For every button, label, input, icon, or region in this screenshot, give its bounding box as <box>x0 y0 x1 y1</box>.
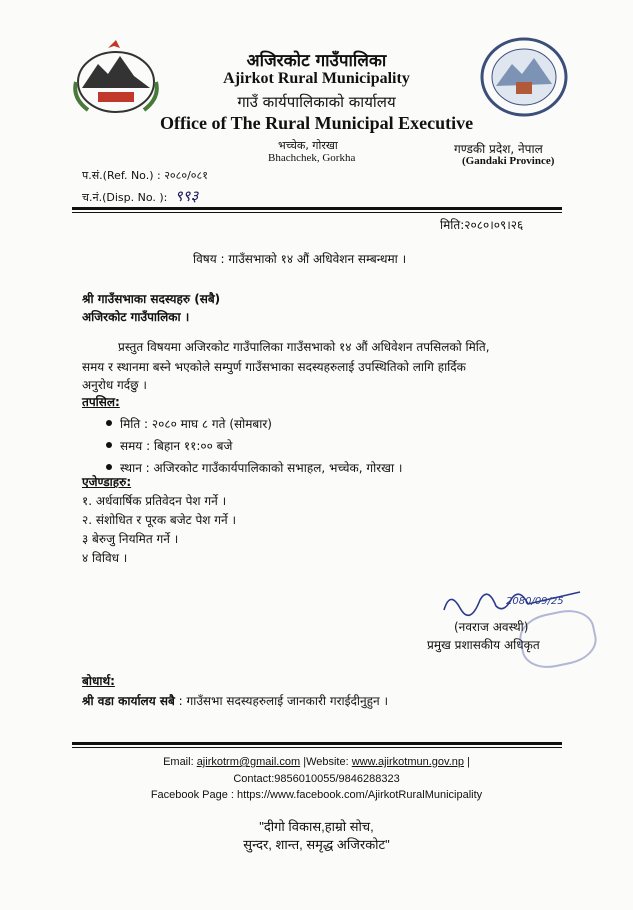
recipient-line-1: श्री गाउँसभाका सदस्यहरु (सबै) <box>82 292 221 306</box>
footer-phone: Contact:9856010055/9846288323 <box>233 773 400 785</box>
agenda-item: ३ बेरुजु नियमित गर्ने । <box>82 532 179 546</box>
agenda-item: १. अर्धवार्षिक प्रतिवेदन पेश गर्ने । <box>82 494 227 508</box>
body-line-2: समय र स्थानमा बस्ने भएकोले सम्पुर्ण गाउँसभाका सदस्यहरुलाई उपस्थितिको लागि हार्दिक <box>82 360 466 374</box>
province-np: गण्डकी प्रदेश, नेपाल <box>454 142 543 156</box>
website-end: | <box>464 756 470 768</box>
cc-instruction: : गाउँसभा सदस्यहरुलाई जानकारी गराईदीनुहुन । <box>174 694 389 708</box>
body-line-3: अनुरोध गर्दछु । <box>82 378 147 392</box>
letter-date: मिति:२०८०।०९।२६ <box>440 218 524 232</box>
office-name-en: Office of The Rural Municipal Executive <box>160 113 474 133</box>
email-label: Email: <box>163 756 197 768</box>
cc-heading: बोधार्थ: <box>82 674 115 688</box>
disp-number-label: च.नं.(Disp. No. ): <box>82 191 168 204</box>
agenda-item: ४ विविध । <box>82 551 128 565</box>
cc-recipient: श्री वडा कार्यालय सबै <box>82 694 175 708</box>
disp-number-row <box>82 186 198 206</box>
disp-number-value: ९९३ <box>174 187 199 205</box>
signatory-name: (नवराज अवस्थी) <box>454 620 529 634</box>
signatory-title: प्रमुख प्रशासकीय अधिकृत <box>427 638 540 652</box>
municipality-name-np: अजिरकोट गाउँपालिका <box>246 51 387 71</box>
location-en: Bhachchek, Gorkha <box>268 152 356 164</box>
details-venue-item: स्थान : अजिरकोट गाउँकार्यपालिकाको सभाहल, भच्चेक, गोरखा । <box>106 459 402 476</box>
slogan-line-2: सुन्दर, शान्त, समृद्ध अजिरकोट" <box>243 837 390 852</box>
website-label: |Website: <box>300 756 352 768</box>
signature-date: 2080/09/25 <box>506 596 564 607</box>
office-name-np: गाउँ कार्यपालिकाको कार्यालय <box>237 93 396 111</box>
slogan-line-1: "दीगो विकास,हाम्रो सोच, <box>259 819 374 834</box>
footer-rule-thin <box>72 747 562 748</box>
email-link[interactable]: ajirkotrm@gmail.com <box>196 756 301 768</box>
body-line-1: प्रस्तुत विषयमा अजिरकोट गाउँपालिका गाउँसभाको १४ औं अधिवेशन तपसिलको मिति, <box>118 340 490 354</box>
footer-facebook[interactable]: Facebook Page : https://www.facebook.com/AjirkotRuralMunicipality <box>150 789 483 801</box>
cc-line <box>82 692 388 709</box>
agenda-item: २. संशोधित र पूरक बजेट पेश गर्ने । <box>82 513 237 527</box>
ref-number: प.सं.(Ref. No.) : २०८०/०८१ <box>82 169 208 182</box>
details-time-item: समय : बिहान ११:०० बजे <box>106 437 402 454</box>
footer-contact-line <box>0 756 633 768</box>
footer-rule-thick <box>72 742 562 745</box>
details-date-item: मिति : २०८० माघ ८ गते (सोमबार) <box>106 415 402 432</box>
header-rule-thin <box>72 212 562 213</box>
letter-subject: विषय : गाउँसभाको १४ औं अधिवेशन सम्बन्धमा । <box>193 252 407 266</box>
location-np: भच्चेक, गोरखा <box>278 139 338 152</box>
agenda-heading: एजेण्डाहरु: <box>82 475 132 489</box>
header-rule-thick <box>72 207 562 210</box>
agenda-list <box>82 490 236 568</box>
website-link[interactable]: www.ajirkotmun.gov.np <box>351 756 465 768</box>
recipient-line-2: अजिरकोट गाउँपालिका । <box>82 310 190 324</box>
details-list <box>98 410 402 481</box>
details-heading: तपसिल: <box>82 395 120 409</box>
municipality-name-en: Ajirkot Rural Municipality <box>223 70 410 87</box>
province-en: (Gandaki Province) <box>462 155 555 167</box>
municipality-seal-icon <box>478 36 570 118</box>
